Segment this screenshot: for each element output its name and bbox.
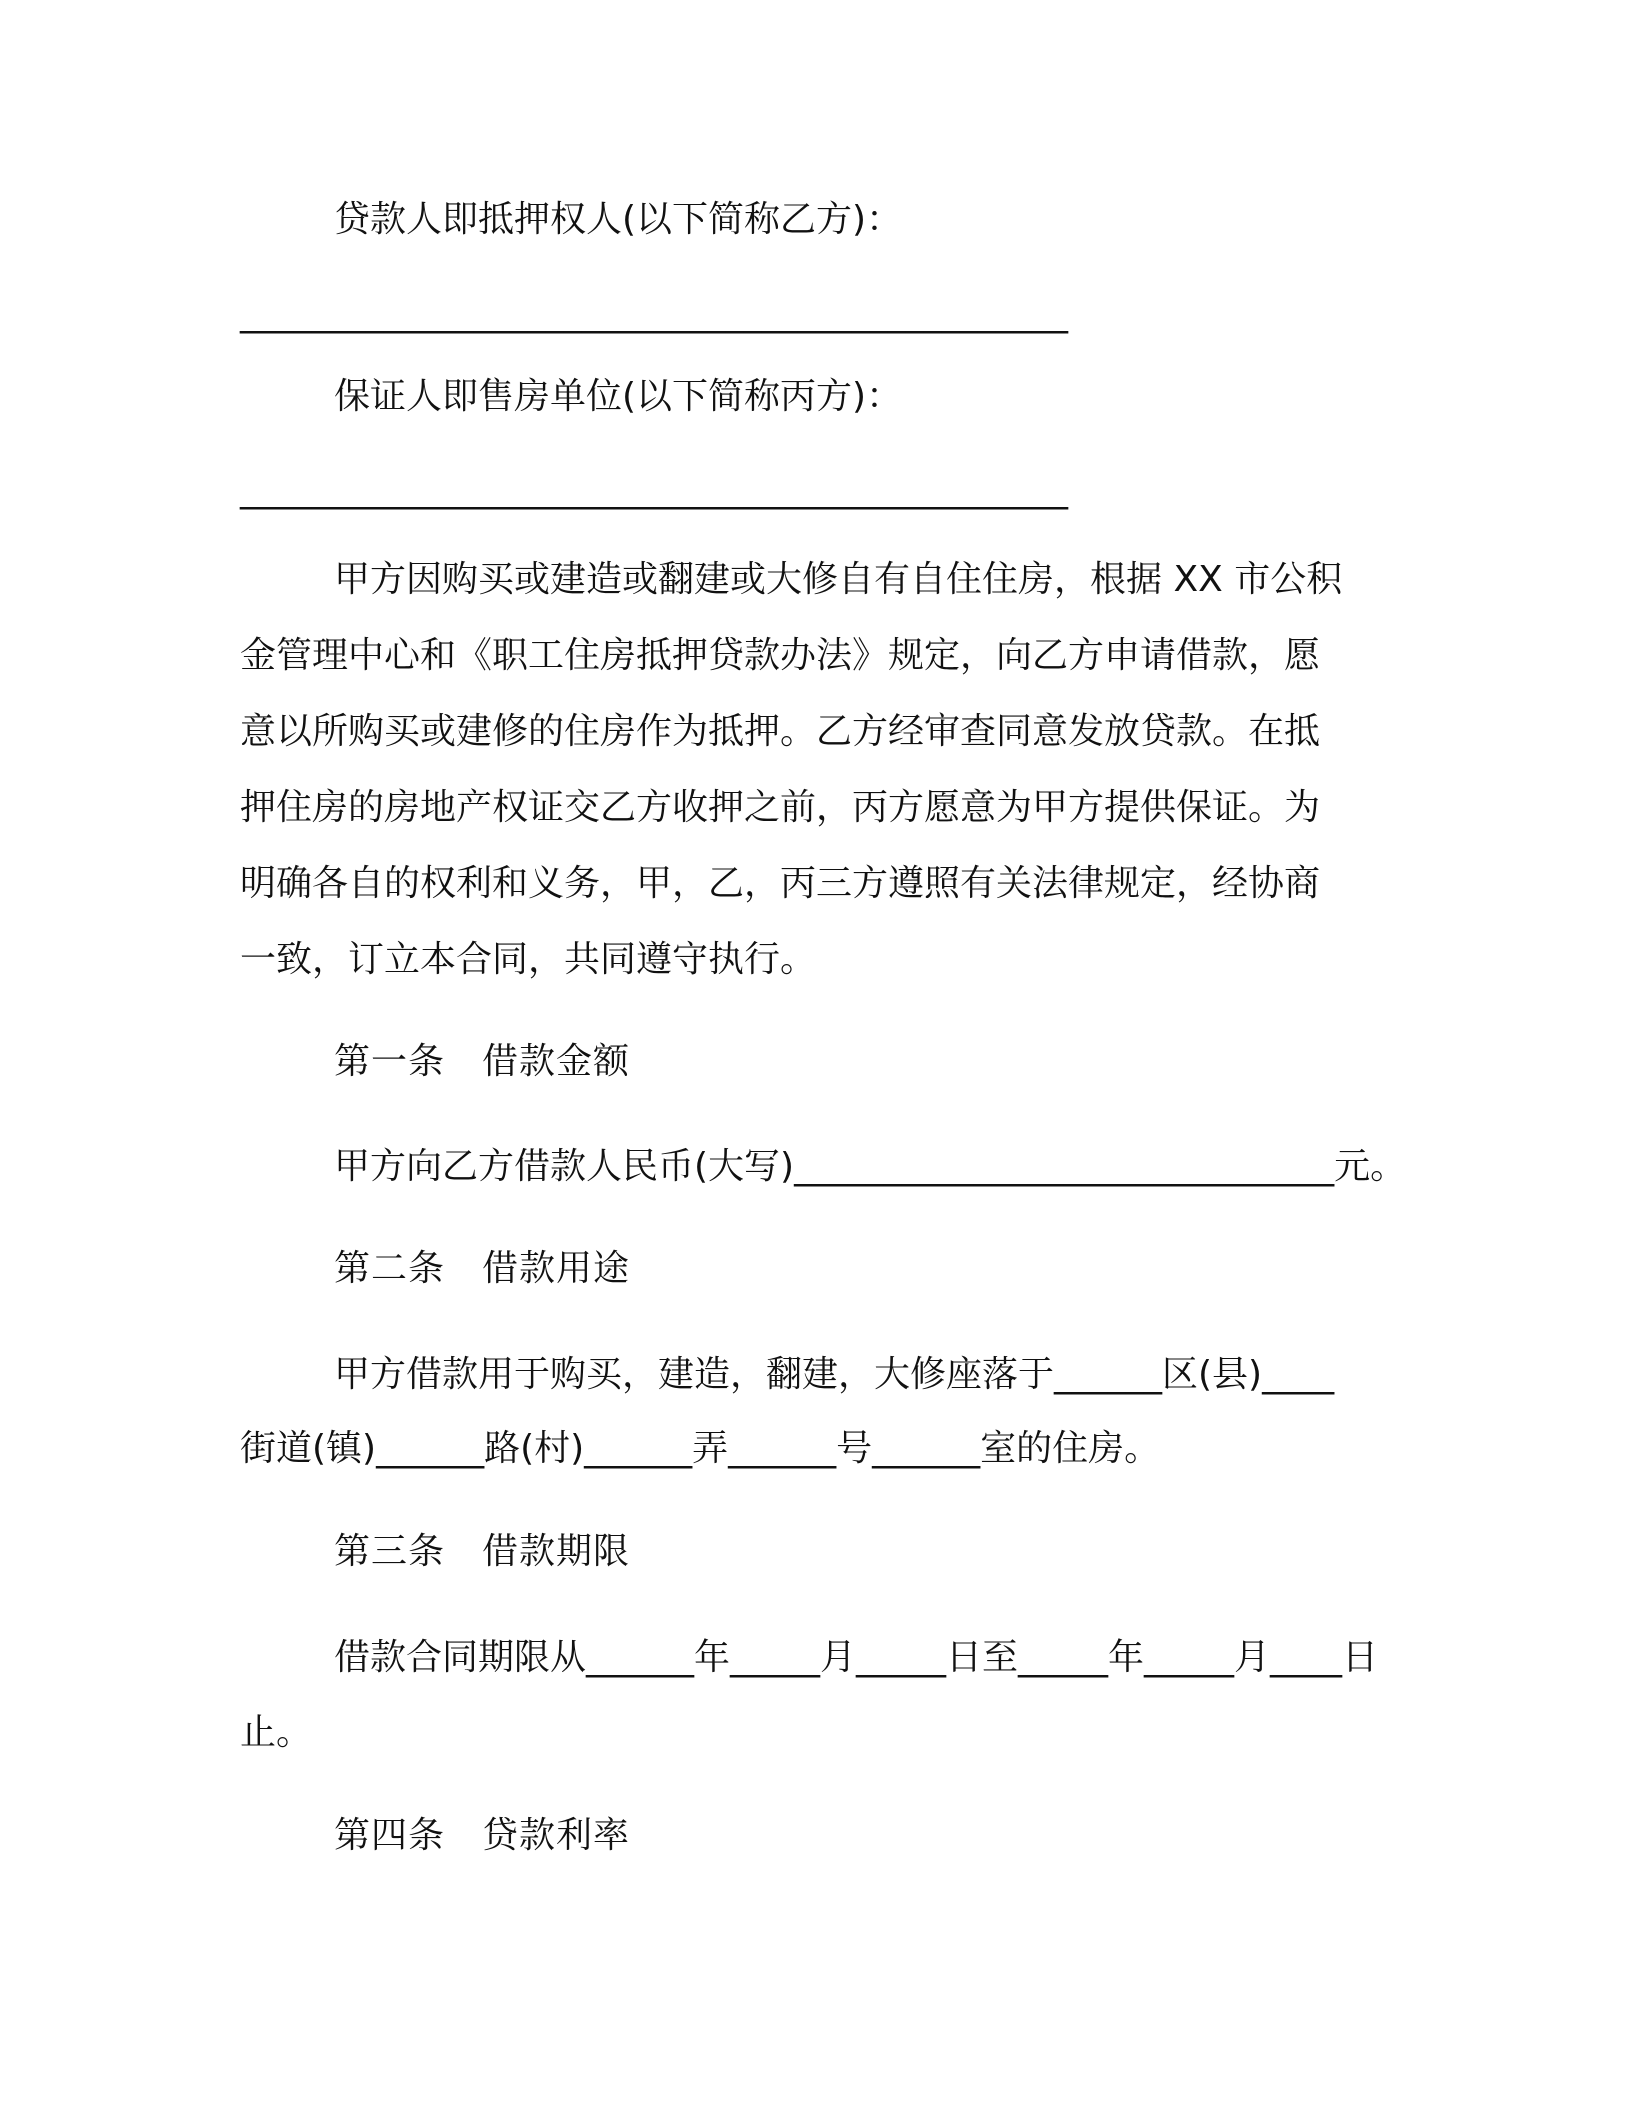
article-2-heading: 第二条 借款用途 [334, 1248, 631, 1289]
guarantor-blank: ______________________________________________ [240, 469, 1068, 510]
article-1-heading: 第一条 借款金额 [334, 1041, 631, 1082]
paragraph-line-6: 一致，订立本合同，共同遵守执行。 [240, 939, 817, 980]
paragraph-line-3: 意以所购买或建修的住房作为抵押。乙方经审查同意发放贷款。在抵 [240, 711, 1321, 752]
guarantor-line: 保证人即售房单位(以下简称丙方)： [334, 376, 903, 417]
lender-blank: ______________________________________________ [240, 293, 1068, 334]
article-3-text-line-1: 借款合同期限从______年_____月_____日至_____年_____月____日 [334, 1637, 1379, 1678]
article-3-heading: 第三条 借款期限 [334, 1531, 631, 1572]
article-4-heading: 第四条 贷款利率 [334, 1815, 631, 1856]
paragraph-line-2: 金管理中心和《职工住房抵押贷款办法》规定，向乙方申请借款，愿 [240, 635, 1321, 676]
paragraph-line-4: 押住房的房地产权证交乙方收押之前，丙方愿意为甲方提供保证。为 [240, 787, 1321, 828]
article-1-text: 甲方向乙方借款人民币(大写)______________________________元。 [334, 1146, 1407, 1187]
paragraph-line-5: 明确各自的权利和义务，甲，乙，丙三方遵照有关法律规定，经协商 [240, 863, 1321, 904]
paragraph-line-1: 甲方因购买或建造或翻建或大修自有自住住房，根据 XX 市公积 [334, 559, 1343, 600]
article-2-text-line-1: 甲方借款用于购买，建造，翻建，大修座落于______区(县)____ [334, 1354, 1335, 1395]
lender-line: 贷款人即抵押权人(以下简称乙方)： [334, 199, 903, 240]
article-3-text-line-2: 止。 [240, 1712, 313, 1753]
article-2-text-line-2: 街道(镇)______路(村)______弄______号______室的住房。 [240, 1428, 1161, 1469]
